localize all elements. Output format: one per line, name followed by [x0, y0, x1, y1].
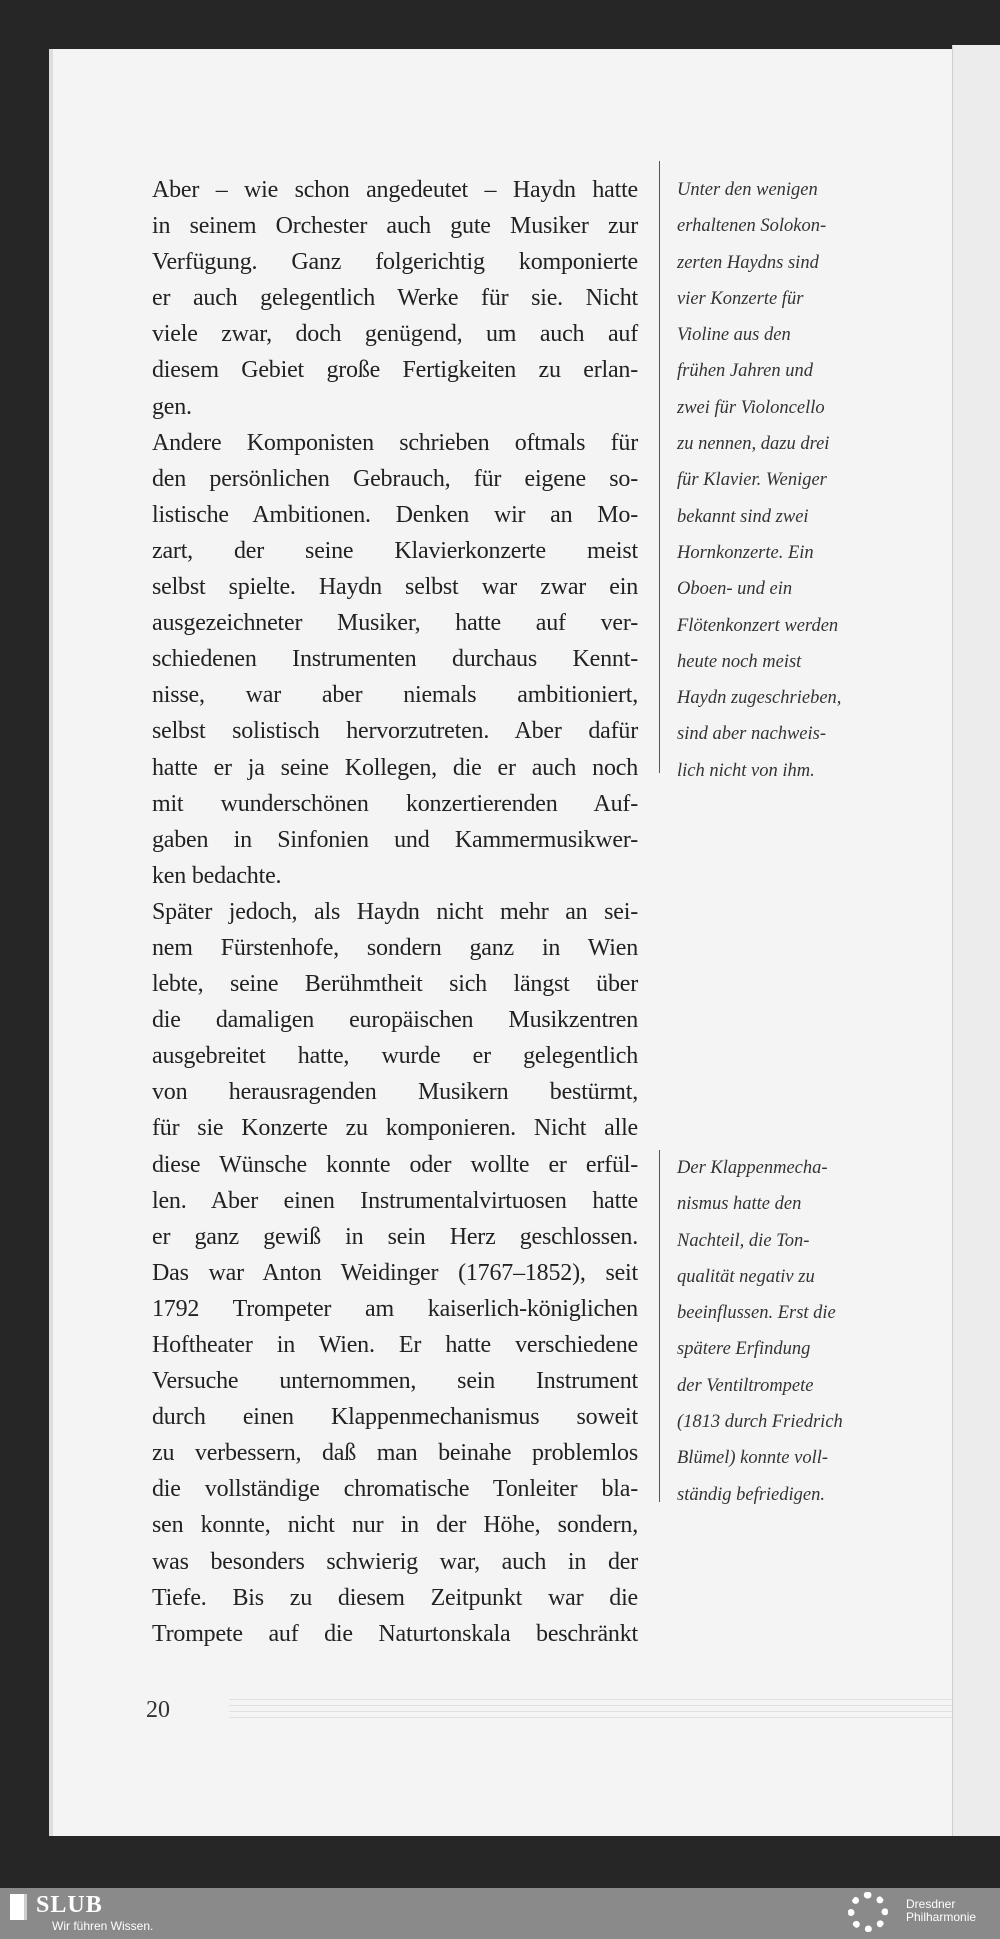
text-line: lebte, seine Berühmtheit sich längst über	[152, 971, 638, 998]
philharmonie-logo-icon	[848, 1892, 888, 1932]
page-number: 20	[146, 1697, 170, 1723]
text-line: Verfügung. Ganz folgerichtig komponierte	[152, 249, 638, 276]
footer-bar	[0, 1888, 1000, 1939]
text-line: len. Aber einen Instrumentalvirtuosen hatte	[152, 1187, 638, 1214]
text-line: frühen Jahren und	[677, 361, 813, 382]
text-line: diesem Gebiet große Fertigkeiten zu erlan-	[152, 357, 638, 384]
sidenote-1	[677, 172, 897, 789]
text-line: nem Fürstenhofe, sondern ganz in Wien	[152, 934, 638, 961]
text-line: für Klavier. Weniger	[677, 470, 827, 491]
text-line: Trompete auf die Naturtonskala beschränkt	[152, 1620, 638, 1647]
staff-line	[229, 1711, 1000, 1712]
text-line: Hornkonzerte. Ein	[677, 542, 814, 563]
text-line: Aber – wie schon angedeutet – Haydn hatte	[152, 177, 638, 203]
text-line: in seinem Orchester auch gute Musiker zur	[152, 213, 638, 240]
sidenote-rule	[659, 161, 660, 773]
text-line: viele zwar, doch genügend, um auch auf	[152, 321, 638, 348]
staff-line	[229, 1699, 1000, 1700]
text-line: selbst spielte. Haydn selbst war zwar ein	[152, 574, 638, 601]
text-line: die vollständige chromatische Tonleiter bla-	[152, 1476, 638, 1503]
text-line: schiedenen Instrumenten durchaus Kennt-	[152, 646, 638, 673]
text-line: gaben in Sinfonien und Kammermusikwer-	[152, 826, 638, 853]
text-line: Oboen- und ein	[677, 579, 793, 600]
text-line: Hoftheater in Wien. Er hatte verschiedene	[152, 1332, 638, 1358]
text-line: Das war Anton Weidinger (1767–1852), seit	[152, 1259, 638, 1286]
text-line: Der Klappenmecha-	[677, 1158, 828, 1178]
text-line: mit wunderschönen konzertierenden Auf-	[152, 790, 638, 817]
text-line: von herausragenden Musikern bestürmt,	[152, 1079, 638, 1106]
text-line: zerten Haydns sind	[677, 252, 819, 273]
text-line: 1792 Trompeter am kaiserlich-königlichen	[152, 1295, 638, 1322]
sidenote-rule	[659, 1150, 660, 1502]
staff-line	[229, 1705, 1000, 1706]
adjacent-page-edge	[952, 45, 1000, 1836]
text-line: was besonders schwierig war, auch in der	[152, 1548, 638, 1575]
text-line: beeinflussen. Erst die	[677, 1303, 836, 1324]
text-line: heute noch meist	[677, 651, 802, 672]
text-line: Nachteil, die Ton-	[677, 1230, 810, 1251]
text-line: diese Wünsche konnte oder wollte er erfül-	[152, 1151, 638, 1178]
text-line: vier Konzerte für	[677, 288, 804, 309]
text-line: erhaltenen Solokon-	[677, 216, 827, 237]
text-line: Versuche unternommen, sein Instrument	[152, 1368, 638, 1395]
text-line: zu nennen, dazu drei	[677, 434, 830, 455]
slub-logo[interactable]: SLUB	[36, 1892, 103, 1918]
text-line: Andere Komponisten schrieben oftmals für	[152, 429, 638, 456]
staff-line	[229, 1717, 1000, 1718]
slub-tagline: Wir führen Wissen.	[52, 1919, 154, 1933]
text-line: ken bedachte.	[152, 862, 282, 889]
text-line: ständig befriedigen.	[677, 1484, 825, 1505]
slub-book-icon	[10, 1894, 27, 1920]
text-line: den persönlichen Gebrauch, für eigene so-	[152, 465, 638, 492]
text-line: zwei für Violoncello	[677, 397, 825, 418]
text-line: Blümel) konnte voll-	[677, 1448, 829, 1469]
sidenote-2	[677, 1150, 897, 1513]
text-line: Tiefe. Bis zu diesem Zeitpunkt war die	[152, 1584, 638, 1611]
text-line: er ganz gewiß in sein Herz geschlossen.	[152, 1223, 638, 1250]
text-line: gen.	[152, 393, 192, 420]
text-line: zart, der seine Klavierkonzerte meist	[152, 537, 638, 564]
text-line: lich nicht von ihm.	[677, 760, 815, 781]
text-line: listische Ambitionen. Denken wir an Mo-	[152, 501, 638, 528]
text-line: ausgebreitet hatte, wurde er gelegentlich	[152, 1043, 638, 1070]
text-line: Später jedoch, als Haydn nicht mehr an sei-	[152, 898, 638, 925]
text-line: Haydn zugeschrieben,	[677, 688, 842, 709]
text-line: ausgezeichneter Musiker, hatte auf ver-	[152, 610, 638, 637]
text-line: spätere Erfindung	[677, 1339, 811, 1360]
text-line: sind aber nachweis-	[677, 724, 827, 745]
text-line: zu verbessern, daß man beinahe problemlos	[152, 1440, 638, 1467]
text-line: bekannt sind zwei	[677, 506, 809, 527]
main-text-column	[152, 172, 638, 1652]
text-line: für sie Konzerte zu komponieren. Nicht alle	[152, 1115, 638, 1142]
philharmonie-line1: Dresdner	[906, 1897, 956, 1911]
text-line: qualität negativ zu	[677, 1266, 815, 1287]
philharmonie-logo[interactable]	[906, 1898, 976, 1924]
text-line: nisse, war aber niemals ambitioniert,	[152, 682, 638, 709]
text-line: nismus hatte den	[677, 1194, 802, 1215]
text-line: die damaligen europäischen Musikzentren	[152, 1007, 638, 1034]
text-line: der Ventiltrompete	[677, 1375, 814, 1396]
text-line: selbst solistisch hervorzutreten. Aber dafür	[152, 718, 638, 745]
philharmonie-line2: Philharmonie	[906, 1910, 977, 1924]
text-line: Unter den wenigen	[677, 180, 818, 200]
text-line: Flötenkonzert werden	[677, 615, 839, 636]
text-line: durch einen Klappenmechanismus soweit	[152, 1404, 638, 1431]
text-line: Violine aus den	[677, 325, 791, 346]
text-line: (1813 durch Friedrich	[677, 1412, 843, 1433]
text-line: hatte er ja seine Kollegen, die er auch noch	[152, 754, 638, 781]
text-line: sen konnte, nicht nur in der Höhe, sondern,	[152, 1512, 638, 1539]
text-line: er auch gelegentlich Werke für sie. Nicht	[152, 285, 638, 312]
